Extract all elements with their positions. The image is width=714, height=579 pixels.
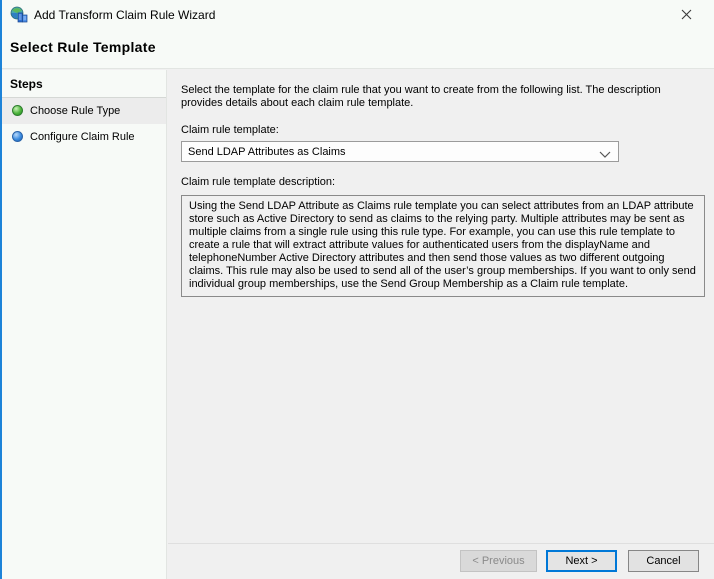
close-button[interactable] [672,2,700,28]
window-title: Add Transform Claim Rule Wizard [34,8,216,22]
steps-sidebar [2,70,167,579]
next-button[interactable]: Next > [546,550,617,572]
claim-rule-template-label: Claim rule template: [181,124,279,136]
chevron-down-icon [599,149,611,161]
step-current-bullet-icon [12,105,23,116]
close-icon [681,8,692,23]
main-content [168,70,714,579]
steps-header: Steps [2,70,166,98]
step-label: Configure Claim Rule [30,131,135,143]
top-band [2,0,714,69]
template-description-box: Using the Send LDAP Attribute as Claims rule template you can select attributes from an LDAP attribute store such as Active Directory to send as claims to the relying party. Multiple attributes may be sent as multiple claims from a single rule using this rule type. For example, you can use this rule template to create a rule that will extract attribute values for authenticated users from the displayName and telephoneNumber Active Directory attributes and then send those values as two different outgoing claims. This rule may also be used to send all of the user’s group memberships. If you want to only send individual group memberships, use the Send Group Membership as a Claim rule template. [181,195,705,297]
previous-button[interactable]: < Previous [460,550,537,572]
selected-template-value: Send LDAP Attributes as Claims [188,145,346,158]
sidebar-item-configure-claim-rule [2,124,166,150]
cancel-button[interactable]: Cancel [628,550,699,572]
intro-text: Select the template for the claim rule that you want to create from the following list. The description provides details about each claim rule template. [181,84,661,109]
page-title: Select Rule Template [10,39,156,55]
step-upcoming-bullet-icon [12,131,23,142]
adfs-wizard-icon [10,6,28,24]
sidebar-item-choose-rule-type [2,98,166,124]
claim-rule-template-select[interactable] [181,141,619,162]
step-label: Choose Rule Type [30,105,121,117]
titlebar[interactable] [2,0,714,30]
footer-bar [168,543,714,579]
template-description-label: Claim rule template description: [181,176,336,188]
